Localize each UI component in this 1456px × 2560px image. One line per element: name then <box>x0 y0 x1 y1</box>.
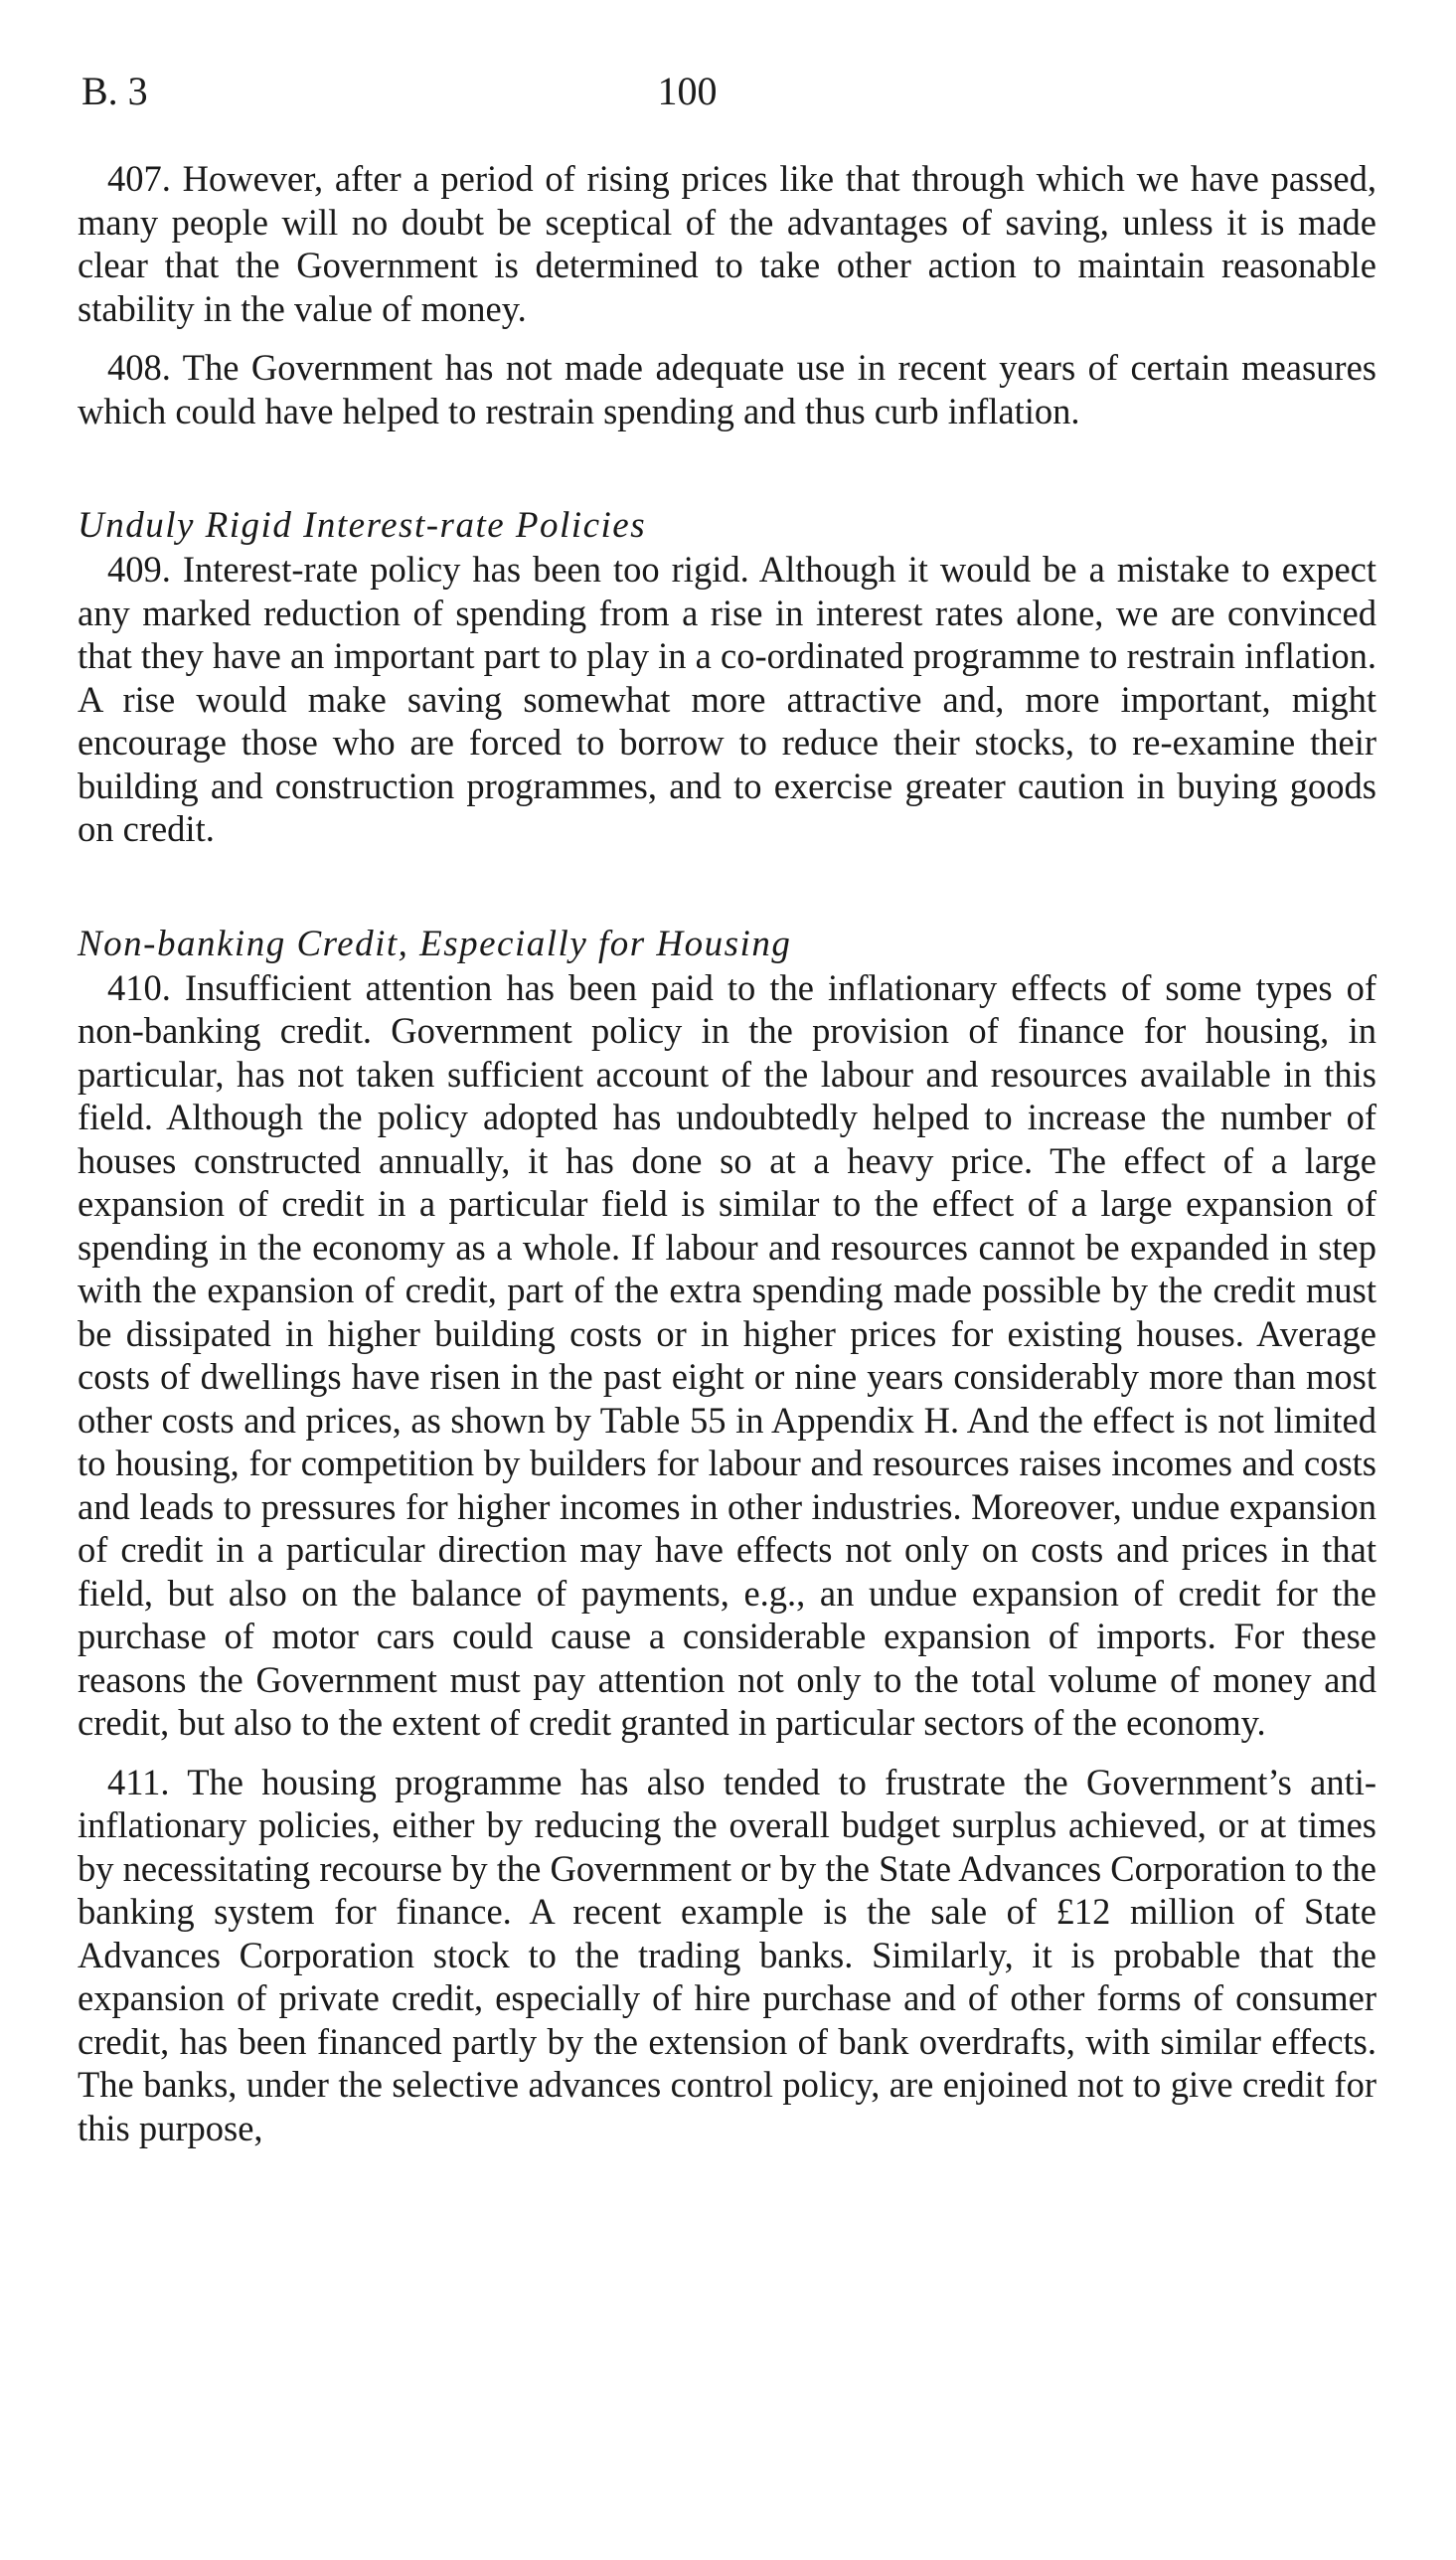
section-heading-non-banking-credit: Non-banking Credit, Especially for Housing <box>78 923 792 964</box>
body-text <box>78 157 1376 2165</box>
paragraph-number: 409. <box>107 549 171 590</box>
section-heading-interest-rate: Unduly Rigid Interest-rate Policies <box>78 505 647 546</box>
paragraph-number: 411. <box>107 1761 170 1802</box>
paragraph-410 <box>78 966 1376 1745</box>
document-page <box>78 0 1376 2560</box>
paragraph-number: 410. <box>107 966 171 1008</box>
paragraph-407 <box>78 157 1376 330</box>
paragraph-text: However, after a period of rising prices like that through which we have passed, many people will no doubt be sceptical of the advantages of saving, unless it is made clear that the Government is determined to take other action to maintain reasonable stability in the value of money. <box>78 158 1377 329</box>
series-label: B. 3 <box>81 69 148 113</box>
running-header <box>78 68 1376 127</box>
paragraph-text: The housing programme has also tended to frustrate the Government’s anti-inflationary policies, either by reducing the overall budget surplus achieved, or at times by necessitating recourse by the Government or by the State Advances Corporation to the banking system for finance. A recent example is the sale of £12 million of State Advances Corporation stock to the trading banks. Similarly, it is probable that the expansion of private credit, especially of hire purchase and of other forms of consumer credit, has been financed partly by the extension of bank overdrafts, with similar effects. The banks, under the selective advances control policy, are enjoined not to give credit for this purpose, <box>78 1761 1377 2148</box>
paragraph-number: 408. <box>107 347 171 388</box>
paragraph-408 <box>78 346 1376 432</box>
paragraph-411 <box>78 1761 1376 2150</box>
paragraph-text: The Government has not made adequate use in recent years of certain measures which could have helped to restrain spending and thus curb inflation. <box>78 347 1376 431</box>
paragraph-text: Insufficient attention has been paid to the inflationary effects of some types of non-banking credit. Government policy in the provision of finance for housing, in particular, has not taken sufficient account of the labour and resources available in this field. Although the policy adopted has undoubtedly helped to increase the number of houses constructed annually, it has done so at a heavy price. The effect of a large expansion of credit in a particular field is similar to the effect of a large expansion of spending in the economy as a whole. If labour and resources cannot be expanded in step with the expansion of credit, part of the extra spending made possible by the credit must be dissipated in higher building costs or in higher prices for existing houses. Average costs of dwellings have risen in the past eight or nine years considerably more than most other costs and prices, as shown by Table 55 in Appendix H. And the effect is not limited to housing, for competition by builders for labour and resources raises incomes and costs and leads to pressures for higher incomes in other industries. Moreover, undue expansion of credit in a particular direction may have effects not only on costs and prices in that field, but also on the balance of payments, e.g., an undue expansion of credit for the purchase of motor cars could cause a considerable expansion of imports. For these reasons the Government must pay attention not only to the total volume of money and credit, but also to the extent of credit granted in particular sectors of the economy. <box>78 966 1377 1743</box>
paragraph-409 <box>78 548 1376 851</box>
paragraph-text: Interest-rate policy has been too rigid. Although it would be a mistake to expect any marked reduction of spending from a rise in interest rates alone, we are convinced that they have an important part to play in a co-ordinated programme to restrain inflation. A rise would make saving somewhat more attractive and, more important, might encourage those who are forced to borrow to reduce their stocks, to re-examine their building and construction programmes, and to exercise greater caution in buying goods on credit. <box>78 549 1377 849</box>
page-number: 100 <box>657 69 718 113</box>
paragraph-number: 407. <box>107 158 171 199</box>
